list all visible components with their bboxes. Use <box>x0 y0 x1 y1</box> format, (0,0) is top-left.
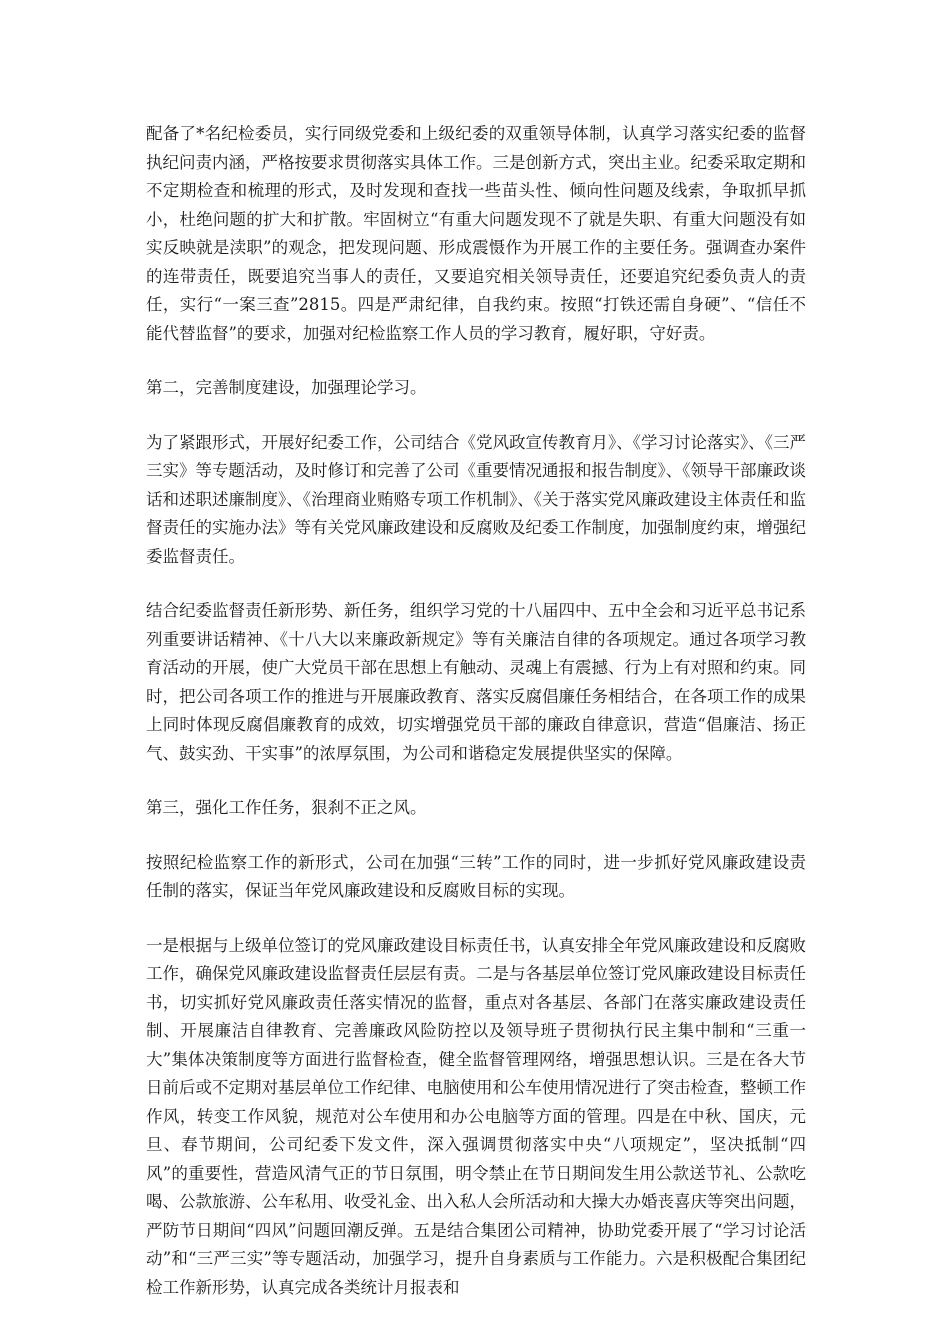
document-body <box>146 120 806 1328</box>
section-heading-second: 第二，完善制度建设，加强理论学习。 <box>146 378 427 397</box>
paragraph-discipline-inspection: 配备了*名纪检委员，实行同级党委和上级纪委的双重领导体制，认真学习落实纪委的监督执纪问责内涵，严格按要求贯彻落实具体工作。三是创新方式，突出主业。纪委采取定期和不定期检查和梳理的形式，及时发现和查找一些苗头性、倾向性问题及线索，争取抓早抓小，杜绝问题的扩大和扩散。牢固树立“有重大问题发现不了就是失职、有重大问题没有如实反映就是渎职”的观念，把发现问题、形成震慑作为开展工作的主要任务。强调查办案件的连带责任，既要追究当事人的责任，又要追究相关领导责任，还要追究纪委负责人的责任，实行“一案三查”2815。四是严肃纪律，自我约束。按照“打铁还需自身硬”、“信任不能代替监督”的要求，加强对纪检监察工作人员的学习教育，履好职，守好责。 <box>146 124 806 343</box>
paragraph-three-transformations: 按照纪检监察工作的新形式，公司在加强“三转”工作的同时，进一步抓好党风廉政建设责任制的落实，保证当年党风廉政建设和反腐败目标的实现。 <box>146 852 806 900</box>
paragraph-task-list: 一是根据与上级单位签订的党风廉政建设目标责任书，认真安排全年党风廉政建设和反腐败工作，确保党风廉政建设监督责任层层有责。二是与各基层单位签订党风廉政建设目标责任书，切实抓好党风廉政责任落实情况的监督，重点对各基层、各部门在落实廉政建设责任制、开展廉洁自律教育、完善廉政风险防控以及领导班子贯彻执行民主集中制和“三重一大”集体决策制度等方面进行监督检查，健全监督管理网络，增强思想认识。三是在各大节日前后或不定期对基层单位工作纪律、电脑使用和公车使用情况进行了突击检查，整顿工作作风，转变工作风貌，规范对公车使用和办公电脑等方面的管理。四是在中秋、国庆，元旦、春节期间，公司纪委下发文件，深入强调贯彻落实中央“八项规定”，坚决抵制“四风”的重要性，营造风清气正的节日氛围，明令禁止在节日期间发生用公款送节礼、公款吃喝、公款旅游、公车私用、收受礼金、出入私人会所活动和大操大办婚丧喜庆等突出问题，严防节日期间“四风”问题回潮反弹。五是结合集团公司精神，协助党委开展了“学习讨论活动”和“三严三实”等专题活动，加强学习，提升自身素质与工作能力。六是积极配合集团纪检工作新形势，认真完成各类统计月报表和 <box>146 935 806 1297</box>
paragraph-study-education: 结合纪委监督责任新形势、新任务，组织学习党的十八届四中、五中全会和习近平总书记系列重要讲话精神、《十八大以来廉政新规定》等有关廉洁自律的各项规定。通过各项学习教育活动的开展，使广大党员干部在思想上有触动、灵魂上有震撼、行为上有对照和约束。同时，把公司各项工作的推进与开展廉政教育、落实反腐倡廉任务相结合，在各项工作的成果上同时体现反腐倡廉教育的成效，切实增强党员干部的廉政自律意识，营造“倡廉洁、扬正气、鼓实劲、干实事”的浓厚氛围，为公司和谐稳定发展提供坚实的保障。 <box>146 601 806 763</box>
paragraph-system-building: 为了紧跟形式，开展好纪委工作，公司结合《党风政宣传教育月》、《学习讨论落实》、《三严三实》等专题活动，及时修订和完善了公司《重要情况通报和报告制度》、《领导干部廉政谈话和述职述廉制度》、《治理商业贿赂专项工作机制》、《关于落实党风廉政建设主体责任和监督责任的实施办法》等有关党风廉政建设和反腐败及纪委工作制度，加强制度约束，增强纪委监督责任。 <box>146 432 806 566</box>
section-heading-third: 第三，强化工作任务，狠刹不正之风。 <box>146 798 427 817</box>
